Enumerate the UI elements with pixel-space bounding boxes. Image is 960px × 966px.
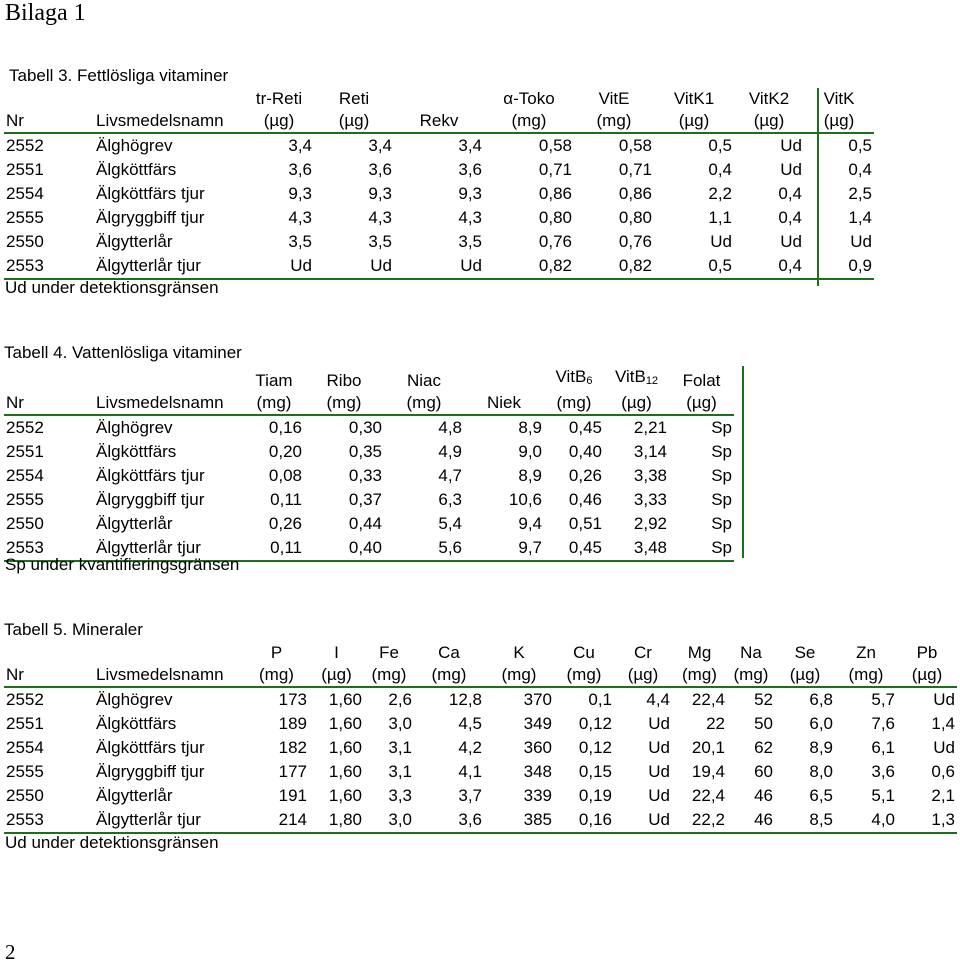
t3-cell: 0,86 — [618, 184, 652, 203]
table-row — [4, 415, 734, 440]
t4-cell: 2555 — [6, 490, 44, 509]
t5-cell: 19,4 — [691, 762, 725, 781]
t5-header-top-0 — [4, 642, 94, 664]
t3-header-top-4 — [394, 88, 484, 110]
t5-cell: 0,6 — [931, 762, 955, 781]
t4-cell: Sp — [711, 418, 732, 437]
t4-cell: 0,08 — [268, 466, 302, 485]
t5-header-top-3: I — [334, 643, 339, 662]
t4-cell: 0,40 — [568, 442, 602, 461]
t4-cell: 9,4 — [518, 514, 542, 533]
t4-cell: 3,33 — [633, 490, 667, 509]
table-row — [4, 230, 874, 254]
t5-header-top-9: Mg — [687, 643, 712, 662]
t5-cell: 2555 — [6, 762, 44, 781]
t5-cell: Ud — [648, 810, 670, 829]
t5-cell: Ud — [933, 738, 955, 757]
t5-header-bottom-11: (µg) — [789, 665, 821, 684]
t5-cell: 1,60 — [328, 738, 362, 757]
t4-cell: 2550 — [6, 514, 44, 533]
t4-header-top-4: Niac — [406, 371, 441, 390]
t3-cell: 0,76 — [618, 232, 652, 251]
t5-cell: 60 — [754, 762, 773, 781]
t5-header-top-8: Cr — [634, 643, 652, 662]
t5-cell: 2,6 — [388, 690, 412, 709]
t5-cell: 1,60 — [328, 714, 362, 733]
t5-header-bottom-10: (mg) — [733, 665, 769, 684]
t4-cell: Sp — [711, 442, 732, 461]
t5-cell: 0,1 — [588, 690, 612, 709]
t3-cell: 4,3 — [368, 208, 392, 227]
t5-cell: 370 — [523, 690, 552, 709]
t4-header-bottom-7: (µg) — [621, 393, 652, 412]
t5-cell: 22 — [706, 714, 725, 733]
t3-cell: 3,4 — [288, 136, 312, 155]
t5-cell: 4,1 — [458, 762, 482, 781]
table-row — [4, 760, 957, 784]
t3-cell: 0,80 — [538, 208, 572, 227]
t5-cell: 3,0 — [388, 714, 412, 733]
t4-cell: 0,44 — [348, 514, 382, 533]
t5-header-bottom-3: (µg) — [321, 665, 352, 684]
t3-cell: Ud — [290, 256, 312, 275]
t5-cell: 12,8 — [448, 690, 482, 709]
t4-header-top-3: Ribo — [326, 371, 362, 390]
t3-cell: 0,9 — [848, 256, 872, 275]
t5-header-top-6: K — [513, 643, 525, 662]
t4-cell: Älgryggbiff tjur — [96, 490, 205, 509]
t5-cell: 348 — [523, 762, 552, 781]
t5-cell: 6,0 — [809, 714, 833, 733]
table-row — [4, 206, 874, 230]
t3-header-bottom-9: (µg) — [823, 111, 855, 130]
t4-header-top-2: Tiam — [255, 371, 293, 390]
t5-header-bottom-8: (µg) — [627, 665, 659, 684]
t5-header-bottom-4: (mg) — [371, 665, 407, 684]
t3-cell: Ud — [850, 232, 872, 251]
t3-cell: 0,4 — [778, 256, 802, 275]
t5-cell: 0,16 — [578, 810, 612, 829]
t3-header-top-0 — [4, 88, 94, 110]
table3-fat-soluble-vitamins — [4, 88, 874, 280]
t4-cell: 0,45 — [568, 538, 602, 557]
t3-header-bottom-6: (mg) — [596, 111, 632, 130]
t5-cell: 3,1 — [388, 762, 412, 781]
page-number: 2 — [5, 940, 16, 964]
t3-cell: Älgryggbiff tjur — [96, 208, 205, 227]
t4-header-bottom-3: (mg) — [326, 393, 362, 412]
t4-cell: 2,21 — [633, 418, 667, 437]
t5-cell: 6,5 — [809, 786, 833, 805]
t5-cell: 1,60 — [328, 786, 362, 805]
t5-cell: 4,4 — [646, 690, 670, 709]
t4-cell: Sp — [711, 490, 732, 509]
t4-header-subscript-6: 6 — [586, 375, 593, 387]
t3-cell: 2555 — [6, 208, 44, 227]
t5-header-bottom-1: Livsmedelsnamn — [96, 665, 224, 684]
t5-header-top-13: Pb — [916, 643, 938, 662]
table3-right-border — [817, 88, 819, 286]
t4-cell: 0,51 — [568, 514, 602, 533]
table-row — [4, 687, 957, 712]
t5-cell: 0,12 — [578, 738, 612, 757]
t3-cell: 0,86 — [538, 184, 572, 203]
t5-cell: 0,19 — [578, 786, 612, 805]
t5-cell: 3,7 — [458, 786, 482, 805]
t3-cell: 0,5 — [708, 136, 732, 155]
t5-cell: 3,3 — [388, 786, 412, 805]
t5-cell: 22,2 — [691, 810, 725, 829]
t3-cell: 2550 — [6, 232, 44, 251]
t5-cell: 3,6 — [871, 762, 895, 781]
t4-header-top-1 — [94, 366, 244, 392]
t3-cell: 3,6 — [288, 160, 312, 179]
t5-cell: Älgköttfärs — [96, 714, 177, 733]
t5-cell: 3,1 — [388, 738, 412, 757]
t3-cell: 3,5 — [288, 232, 312, 251]
t5-cell: Älghögrev — [96, 690, 173, 709]
t3-header-bottom-0: Nr — [6, 111, 24, 130]
t3-cell: Älgköttfärs tjur — [96, 184, 205, 203]
t3-header-bottom-8: (µg) — [753, 111, 785, 130]
t5-header-bottom-13: (µg) — [911, 665, 943, 684]
t4-cell: 0,11 — [270, 490, 302, 509]
t3-cell: 0,5 — [708, 256, 732, 275]
t4-header-top-8: Folat — [682, 371, 721, 390]
t5-cell: 2553 — [6, 810, 44, 829]
table-row — [4, 254, 874, 279]
t4-cell: 0,16 — [268, 418, 302, 437]
t4-cell: 9,7 — [518, 538, 542, 557]
t3-cell: 0,5 — [848, 136, 872, 155]
t5-cell: Ud — [648, 738, 670, 757]
t3-cell: 0,4 — [708, 160, 732, 179]
t3-cell: 2,2 — [708, 184, 732, 203]
t4-cell: 0,40 — [348, 538, 382, 557]
table-row — [4, 158, 874, 182]
t5-cell: 177 — [278, 762, 307, 781]
t5-cell: Ud — [648, 786, 670, 805]
t3-cell: 0,4 — [848, 160, 872, 179]
table5-title: Tabell 5. Mineraler — [4, 620, 143, 639]
t5-cell: 360 — [523, 738, 552, 757]
t4-cell: 2552 — [6, 418, 44, 437]
t3-cell: 2554 — [6, 184, 44, 203]
t5-header-top-11: Se — [794, 643, 816, 662]
t4-cell: 0,37 — [348, 490, 382, 509]
t3-cell: 0,71 — [538, 160, 572, 179]
t5-header-bottom-7: (mg) — [566, 665, 602, 684]
t4-cell: 0,35 — [348, 442, 382, 461]
t4-header-top-5 — [464, 366, 544, 392]
t5-cell: 3,0 — [388, 810, 412, 829]
t4-header-bottom-0: Nr — [6, 393, 24, 412]
t5-header-bottom-6: (mg) — [501, 665, 537, 684]
t3-cell: 4,3 — [458, 208, 482, 227]
t3-header-bottom-5: (mg) — [511, 111, 547, 130]
t5-header-top-7: Cu — [573, 643, 595, 662]
t3-header-bottom-7: (µg) — [678, 111, 710, 130]
t4-cell: 0,26 — [268, 514, 302, 533]
t5-cell: 339 — [523, 786, 552, 805]
t3-cell: 3,6 — [368, 160, 392, 179]
t4-cell: 8,9 — [518, 466, 542, 485]
t4-cell: 4,9 — [438, 442, 462, 461]
t3-cell: 1,1 — [708, 208, 732, 227]
t4-cell: Älgytterlår — [96, 514, 173, 533]
table3-title: Tabell 3. Fettlösliga vitaminer — [9, 66, 229, 85]
t4-cell: 0,46 — [568, 490, 602, 509]
t5-cell: 2,1 — [931, 786, 955, 805]
t3-cell: 9,3 — [368, 184, 392, 203]
table-row — [4, 182, 874, 206]
table-row — [4, 464, 734, 488]
t5-cell: 6,1 — [871, 738, 895, 757]
t3-cell: 3,5 — [458, 232, 482, 251]
t5-header-top-12: Zn — [856, 643, 876, 662]
t3-cell: Ud — [780, 232, 802, 251]
t5-cell: Älgytterlår — [96, 786, 173, 805]
t3-cell: 3,4 — [458, 136, 482, 155]
t3-cell: 2,5 — [848, 184, 872, 203]
t5-cell: 22,4 — [691, 786, 725, 805]
t5-header-bottom-0: Nr — [6, 665, 24, 684]
t5-header-top-10: Na — [740, 643, 762, 662]
t3-header-top-6: VitE — [598, 89, 630, 108]
t4-cell: 0,11 — [270, 538, 302, 557]
t3-cell: 9,3 — [458, 184, 482, 203]
t3-cell: 2553 — [6, 256, 44, 275]
t5-header-top-4: Fe — [379, 643, 399, 662]
t5-cell: 2550 — [6, 786, 44, 805]
t5-cell: 1,3 — [931, 810, 955, 829]
t5-cell: 189 — [278, 714, 307, 733]
t4-header-top-7: VitB$_{12}$ — [614, 367, 659, 387]
t3-cell: 9,3 — [288, 184, 312, 203]
t3-header-top-5: α-Toko — [503, 89, 555, 108]
page-header: Bilaga 1 — [5, 0, 86, 26]
t4-cell: 4,7 — [438, 466, 462, 485]
t5-cell: 8,9 — [809, 738, 833, 757]
t5-cell: 173 — [278, 690, 307, 709]
t5-cell: 4,2 — [458, 738, 482, 757]
t4-header-bottom-2: (mg) — [256, 393, 292, 412]
t3-cell: Ud — [780, 160, 802, 179]
table3-note: Ud under detektionsgränsen — [5, 278, 219, 297]
t3-cell: 0,4 — [778, 208, 802, 227]
t5-header-bottom-12: (mg) — [848, 665, 884, 684]
t3-cell: Ud — [780, 136, 802, 155]
t5-cell: 0,12 — [578, 714, 612, 733]
t4-cell: Älgköttfärs tjur — [96, 466, 205, 485]
t4-cell: 6,3 — [438, 490, 462, 509]
t3-cell: 0,82 — [538, 256, 572, 275]
t4-cell: 0,33 — [348, 466, 382, 485]
t3-header-top-9: VitK — [823, 89, 855, 108]
t3-cell: Älgköttfärs — [96, 160, 177, 179]
t4-cell: 2551 — [6, 442, 44, 461]
t4-cell: 10,6 — [508, 490, 542, 509]
t5-header-top-2: P — [270, 643, 283, 662]
t5-cell: 1,60 — [328, 690, 362, 709]
t5-cell: Älgytterlår tjur — [96, 810, 201, 829]
t4-cell: 4,8 — [438, 418, 462, 437]
t5-cell: 3,6 — [458, 810, 482, 829]
t4-cell: Sp — [711, 466, 732, 485]
t3-header-bottom-2: (µg) — [263, 111, 295, 130]
table-row — [4, 133, 874, 158]
t5-cell: 46 — [754, 810, 773, 829]
t5-header-bottom-2: (mg) — [259, 665, 294, 684]
t5-cell: 1,4 — [931, 714, 955, 733]
t5-cell: 0,15 — [578, 762, 612, 781]
t3-header-top-3: Reti — [338, 89, 370, 108]
table-row — [4, 488, 734, 512]
t3-cell: 0,82 — [618, 256, 652, 275]
t4-cell: 0,45 — [568, 418, 602, 437]
t4-header-top-6: VitB$_6$ — [555, 367, 593, 387]
t5-cell: 1,80 — [328, 810, 362, 829]
t5-header-bottom-5: (mg) — [431, 665, 467, 684]
t5-cell: 349 — [523, 714, 552, 733]
t5-cell: 191 — [278, 786, 307, 805]
t3-cell: Ud — [370, 256, 392, 275]
t5-cell: 2552 — [6, 690, 44, 709]
t5-cell: 1,60 — [328, 762, 362, 781]
t4-cell: 5,6 — [438, 538, 462, 557]
t4-cell: 9,0 — [518, 442, 542, 461]
t4-header-bottom-5: Niek — [486, 393, 521, 412]
t4-cell: 8,9 — [518, 418, 542, 437]
table5-minerals — [4, 642, 957, 834]
table-row — [4, 512, 734, 536]
t5-cell: 46 — [754, 786, 773, 805]
t4-header-top-0 — [4, 366, 94, 392]
t5-cell: Älgköttfärs tjur — [96, 738, 205, 757]
table4-water-soluble-vitamins — [4, 366, 734, 562]
t5-cell: 385 — [523, 810, 552, 829]
t5-cell: 8,5 — [809, 810, 833, 829]
t3-cell: 3,6 — [458, 160, 482, 179]
t3-cell: Ud — [710, 232, 732, 251]
t5-cell: 6,8 — [809, 690, 833, 709]
table4-right-border — [742, 366, 744, 558]
t4-cell: Älgköttfärs — [96, 442, 177, 461]
t3-cell: Älgytterlår tjur — [96, 256, 201, 275]
t3-header-bottom-4: Rekv — [419, 111, 459, 130]
t3-cell: 3,4 — [368, 136, 392, 155]
t3-cell: 0,58 — [538, 136, 572, 155]
table-row — [4, 712, 957, 736]
t5-cell: Ud — [648, 762, 670, 781]
t5-cell: 5,7 — [871, 690, 895, 709]
t3-cell: 3,5 — [368, 232, 392, 251]
t5-cell: 214 — [278, 810, 307, 829]
table-row — [4, 736, 957, 760]
t4-cell: 3,38 — [633, 466, 667, 485]
t4-cell: 2554 — [6, 466, 44, 485]
t5-cell: 7,6 — [871, 714, 895, 733]
t4-cell: 2,92 — [633, 514, 667, 533]
t5-cell: Ud — [648, 714, 670, 733]
t3-cell: Älgytterlår — [96, 232, 173, 251]
t5-cell: 4,0 — [871, 810, 895, 829]
t4-cell: Sp — [711, 514, 732, 533]
t3-cell: 0,76 — [538, 232, 572, 251]
t4-header-subscript-7: 12 — [645, 375, 659, 387]
t3-cell: 0,80 — [618, 208, 652, 227]
t3-header-bottom-3: (µg) — [338, 111, 370, 130]
t3-cell: 0,4 — [778, 184, 802, 203]
t5-header-top-5: Ca — [438, 643, 460, 662]
t3-header-bottom-1: Livsmedelsnamn — [96, 111, 224, 130]
t5-cell: 2554 — [6, 738, 44, 757]
t4-cell: 5,4 — [438, 514, 462, 533]
t5-cell: 2551 — [6, 714, 44, 733]
t5-cell: 4,5 — [458, 714, 482, 733]
t3-cell: Älghögrev — [96, 136, 173, 155]
table-row — [4, 784, 957, 808]
t5-cell: 182 — [278, 738, 307, 757]
t3-cell: 2552 — [6, 136, 44, 155]
t4-header-bottom-8: (µg) — [686, 393, 717, 412]
t5-cell: Älgryggbiff tjur — [96, 762, 205, 781]
t3-header-top-8: VitK2 — [748, 89, 790, 108]
t3-cell: 4,3 — [288, 208, 312, 227]
t3-header-top-2: tr-Reti — [255, 89, 303, 108]
table5-note: Ud under detektionsgränsen — [5, 833, 219, 852]
t4-header-bottom-6: (mg) — [556, 393, 592, 412]
t5-cell: 5,1 — [871, 786, 895, 805]
t4-cell: 3,14 — [633, 442, 667, 461]
t5-cell: 8,0 — [809, 762, 833, 781]
t4-cell: Älghögrev — [96, 418, 173, 437]
t4-cell: 3,48 — [633, 538, 667, 557]
table-row — [4, 440, 734, 464]
t4-cell: 0,30 — [348, 418, 382, 437]
t3-cell: Ud — [460, 256, 482, 275]
t5-cell: 20,1 — [691, 738, 725, 757]
t4-cell: 0,20 — [268, 442, 302, 461]
table-row — [4, 808, 957, 833]
t4-header-bottom-1: Livsmedelsnamn — [96, 393, 224, 412]
t4-cell: 0,26 — [568, 466, 602, 485]
table4-note: Sp under kvantifieringsgränsen — [5, 555, 240, 574]
table4-title: Tabell 4. Vattenlösliga vitaminer — [4, 343, 242, 362]
t5-cell: 22,4 — [691, 690, 725, 709]
t4-cell: Älgytterlår tjur — [96, 538, 201, 557]
t5-header-bottom-9: (mg) — [682, 665, 717, 684]
t5-header-top-1 — [94, 642, 244, 664]
t5-cell: 52 — [754, 690, 773, 709]
t3-cell: 2551 — [6, 160, 44, 179]
t5-cell: 62 — [754, 738, 773, 757]
t5-cell: 50 — [754, 714, 773, 733]
t3-header-top-7: VitK1 — [673, 89, 715, 108]
t3-cell: 0,71 — [618, 160, 652, 179]
t3-header-top-1 — [94, 88, 244, 110]
t4-cell: Sp — [711, 538, 732, 557]
t3-cell: 0,58 — [618, 136, 652, 155]
t4-header-bottom-4: (mg) — [406, 393, 442, 412]
t4-cell: 2553 — [6, 538, 44, 557]
t3-cell: 1,4 — [848, 208, 872, 227]
t5-cell: Ud — [933, 690, 955, 709]
